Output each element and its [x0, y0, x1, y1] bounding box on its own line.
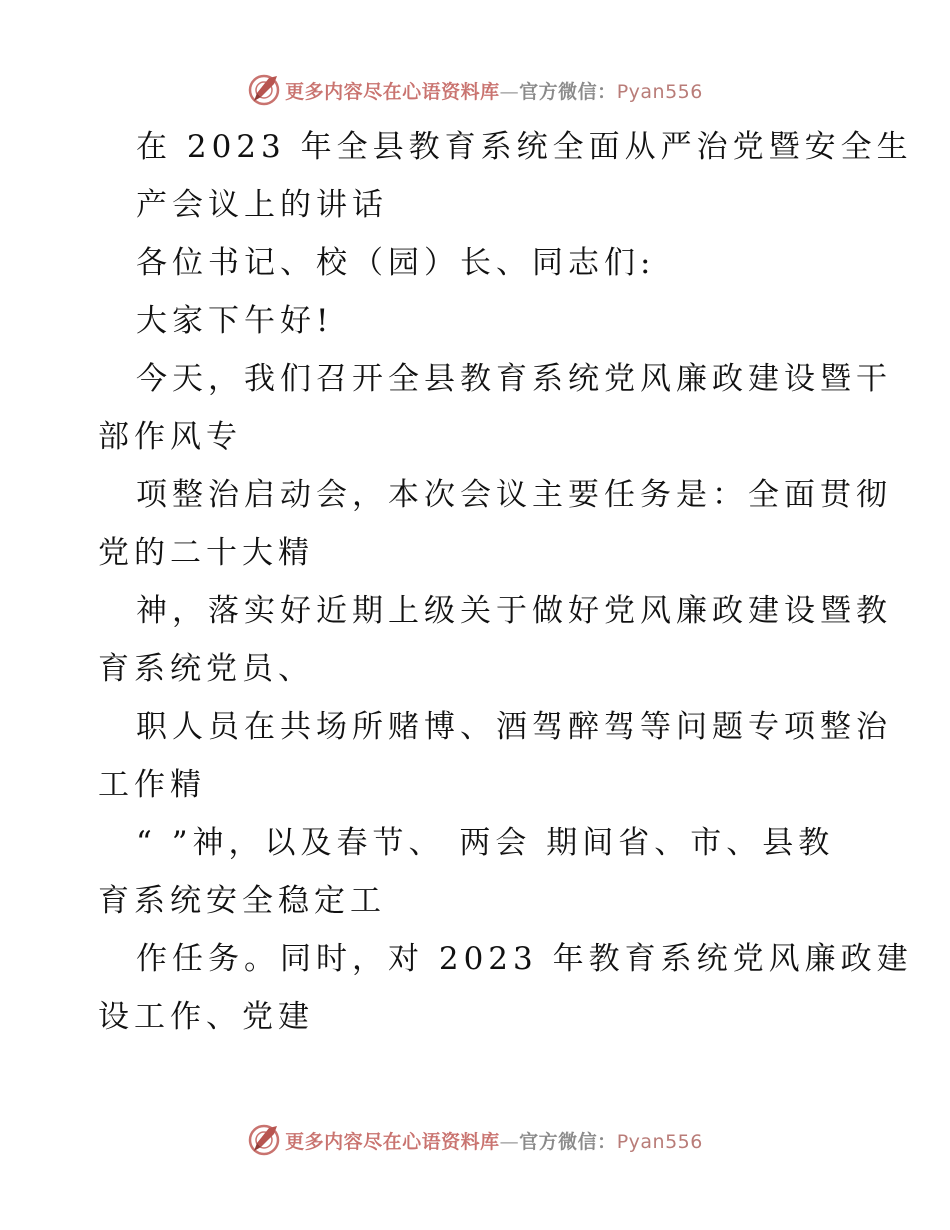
watermark-text: 更多内容尽在心语资料库—官方微信：Pyan556 — [285, 80, 703, 103]
paragraph-line: “ ”神，以及春节、 两会 期间省、市、县教 — [136, 825, 835, 861]
document-body — [98, 118, 913, 1046]
pen-logo-icon — [247, 73, 281, 107]
watermark-text: 更多内容尽在心语资料库—官方微信：Pyan556 — [285, 1130, 703, 1153]
paragraph-line: 育系统安全稳定工 — [98, 883, 386, 919]
header-watermark — [0, 70, 950, 110]
paragraph-line: 项整治启动会，本次会议主要任务是：全面贯彻 — [136, 477, 892, 513]
title-line-1: 在 2023 年全县教育系统全面从严治党暨安全生 — [136, 129, 913, 165]
paragraph-line: 神，落实好近期上级关于做好党风廉政建设暨教 — [136, 593, 892, 629]
title-line-2: 产会议上的讲话 — [136, 187, 388, 223]
greeting: 大家下午好! — [136, 303, 334, 339]
paragraph-line: 作任务。同时，对 2023 年教育系统党风廉政建 — [136, 941, 913, 977]
paragraph-line: 今天，我们召开全县教育系统党风廉政建设暨干 — [136, 361, 892, 397]
pen-logo-icon — [247, 1123, 281, 1157]
paragraph-line: 党的二十大精 — [98, 535, 314, 571]
footer-watermark — [0, 1120, 950, 1160]
paragraph-line: 工作精 — [98, 767, 206, 803]
paragraph-line: 育系统党员、 — [98, 651, 314, 687]
paragraph-line: 设工作、党建 — [98, 999, 314, 1035]
paragraph-line: 职人员在共场所赌博、酒驾醉驾等问题专项整治 — [136, 709, 892, 745]
salutation: 各位书记、校（园）长、同志们: — [136, 245, 656, 281]
paragraph-line: 部作风专 — [98, 419, 242, 455]
